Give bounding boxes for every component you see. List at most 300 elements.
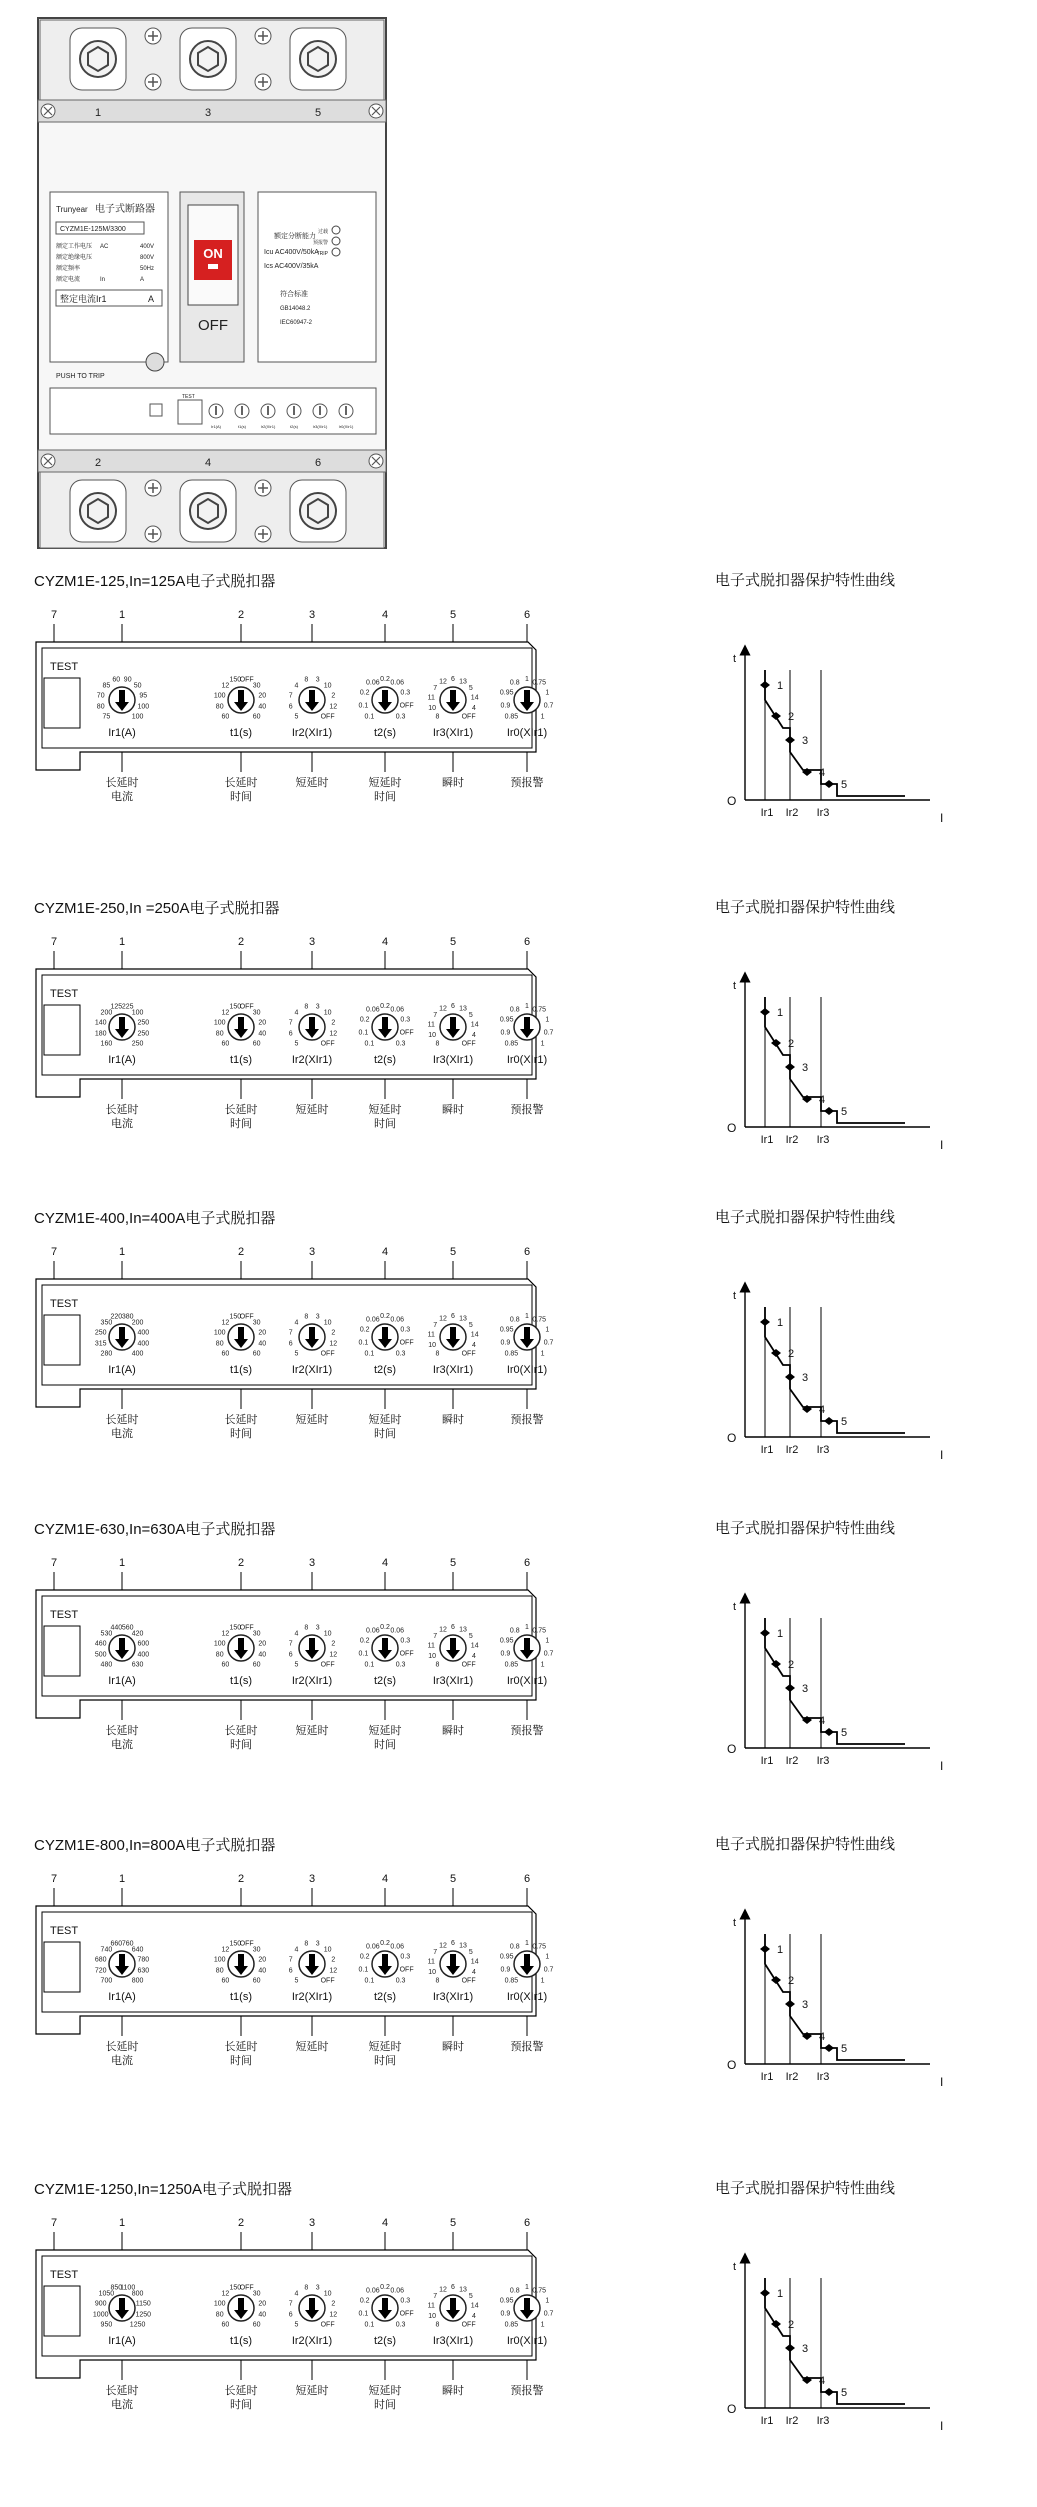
curve-point-marker — [785, 2000, 795, 2008]
dial-scale-label: 4 — [471, 1652, 476, 1660]
callout-line-2: 时间 — [374, 2399, 396, 2411]
test-button[interactable] — [44, 1942, 80, 1992]
indicator-label: 预报警 — [312, 240, 328, 246]
dial-scale-label: 11 — [427, 2302, 435, 2310]
strip-dial-label: Ir2(XIr1) — [260, 424, 276, 429]
spec-label: 额定绝缘电压 — [56, 255, 93, 261]
dial-scale-label: 1 — [540, 1977, 545, 1985]
dial-scale-label: 0.06 — [365, 1006, 380, 1014]
dial-scale-label: OFF — [239, 1940, 254, 1948]
dial-scale-label: 13 — [459, 2286, 467, 2294]
curve-x-tick: Ir3 — [816, 1134, 830, 1146]
dial-scale-label: OFF — [320, 713, 335, 721]
section-title: CYZM1E-1250,In=1250A电子式脱扣器 — [34, 2181, 293, 2198]
dial-scale-label: OFF — [461, 1040, 476, 1048]
curve-y-label: t — [733, 1601, 737, 1613]
dial-scale-label: 60 — [252, 1040, 261, 1048]
dial-scale-label: 0.7 — [543, 1966, 554, 1974]
breaker-illustration — [38, 18, 386, 548]
curve-point-marker — [785, 2344, 795, 2352]
curve-x-tick: Ir2 — [785, 807, 799, 819]
curve-x-label: I — [940, 1448, 944, 1462]
knob-number: 1 — [118, 936, 126, 948]
dial-scale-label: 4 — [294, 2290, 299, 2298]
curve-point-marker — [760, 681, 770, 689]
curve-x-tick: Ir3 — [816, 2415, 830, 2427]
dial-scale-label: OFF — [239, 1624, 254, 1632]
dial-scale-label: 60 — [252, 2321, 261, 2329]
dial-scale-label: 160 — [100, 1040, 113, 1048]
dial-scale-label: 40 — [258, 1030, 267, 1038]
dial-scale-label: 13 — [459, 1942, 467, 1950]
section-title: CYZM1E-250,In =250A电子式脱扣器 — [34, 900, 280, 917]
dial-scale-label: 630 — [137, 1967, 150, 1975]
curve-point-marker — [785, 1063, 795, 1071]
callout-line-1: 长延时 — [105, 2041, 139, 2053]
curve-x-tick: Ir1 — [760, 1134, 774, 1146]
knob-number: 1 — [118, 1557, 126, 1569]
curve-x-tick: Ir1 — [760, 1444, 774, 1456]
dial-scale-label: 780 — [137, 1956, 150, 1964]
section-title: CYZM1E-800,In=800A电子式脱扣器 — [34, 1837, 276, 1854]
curve-x-tick: Ir2 — [785, 2071, 799, 2083]
dial-label: t1(s) — [230, 1364, 252, 1376]
knob-number: 4 — [381, 1873, 389, 1885]
dial-scale-label: 0.3 — [395, 2321, 406, 2329]
dial-scale-label: 4 — [294, 1319, 299, 1327]
dial-scale-label: OFF — [461, 1350, 476, 1358]
dial-scale-label: 30 — [252, 1946, 261, 1954]
dial-scale-label: 440 — [110, 1624, 123, 1632]
callout-line-1: 预报警 — [510, 1104, 544, 1116]
dial-scale-label: 10 — [323, 2290, 332, 2298]
curve-point-marker — [760, 1008, 770, 1016]
dial-scale-label: 500 — [94, 1651, 107, 1659]
dial-scale-label: 6 — [288, 1651, 293, 1659]
dial-scale-label: 0.3 — [395, 1040, 406, 1048]
knob-number: 7 — [50, 2217, 58, 2229]
dial-scale-label: 125 — [110, 1003, 123, 1011]
dial-scale-label: 1 — [545, 1016, 550, 1024]
dial-scale-label: 560 — [121, 1624, 134, 1632]
dial-scale-label: 6 — [451, 676, 455, 683]
dial-scale-label: 0.06 — [390, 1316, 405, 1324]
dial-scale-label: 12 — [329, 1340, 338, 1348]
dial-scale-label: 60 — [221, 1661, 230, 1669]
knob-number: 3 — [308, 1246, 316, 1258]
curve-point-label: 2 — [788, 2319, 795, 2331]
characteristic-curve — [765, 2278, 905, 2404]
dial-scale-label: 12 — [221, 1319, 230, 1327]
dial-scale-label: 50 — [133, 682, 142, 690]
callout-line-1: 长延时 — [224, 2041, 258, 2053]
dial-scale-label: 1 — [540, 1040, 545, 1048]
dial-scale-label: 100 — [213, 1956, 226, 1964]
curve-x-tick: Ir2 — [785, 2415, 799, 2427]
dial-scale-label: OFF — [239, 1003, 254, 1011]
dial-scale-label: 4 — [294, 1946, 299, 1954]
characteristic-curve — [765, 997, 905, 1123]
dial-scale-label: 0.2 — [359, 1016, 370, 1024]
curve-x-tick: Ir1 — [760, 2415, 774, 2427]
dial-scale-label: 40 — [258, 703, 267, 711]
dial-label: t2(s) — [374, 1991, 396, 2003]
curve-y-label: t — [733, 2261, 737, 2273]
dial-scale-label: 0.75 — [532, 1627, 547, 1635]
curve-point-marker — [785, 1373, 795, 1381]
dial-scale-label: OFF — [399, 2310, 414, 2318]
dial-scale-label: 60 — [221, 1040, 230, 1048]
dial-scale-label: 220 — [110, 1313, 123, 1321]
dial-scale-label: 150 — [229, 1940, 242, 1948]
curve-origin: O — [727, 2058, 737, 2072]
knob-number: 3 — [308, 1557, 316, 1569]
dial-scale-label: 630 — [131, 1661, 144, 1669]
dial-scale-label: 0.75 — [532, 1006, 547, 1014]
curve-point-label: 1 — [777, 1007, 784, 1019]
test-label: TEST — [50, 2269, 79, 2281]
dial-scale-label: 8 — [435, 1661, 440, 1669]
dial-scale-label: 0.1 — [358, 1966, 369, 1974]
dial-scale-label: 7 — [433, 1012, 438, 1020]
knob-number: 6 — [523, 609, 531, 621]
dial-scale-label: 6 — [451, 1003, 455, 1010]
callout-line-2: 时间 — [374, 1118, 396, 1130]
dial-scale-label: 10 — [323, 682, 332, 690]
dial-scale-label: 100 — [131, 1009, 144, 1017]
dial-label: Ir3(XIr1) — [432, 727, 474, 739]
indicator-label: TRIP — [316, 251, 328, 257]
knob-number: 3 — [308, 936, 316, 948]
dial-scale-label: 5 — [468, 1012, 473, 1020]
dial-scale-label: 1 — [525, 1003, 529, 1010]
dial-label: Ir2(XIr1) — [291, 1054, 333, 1066]
callout-line-1: 短延时 — [295, 1104, 329, 1116]
dial-scale-label: 200 — [100, 1009, 113, 1017]
curve-point-label: 2 — [788, 1038, 795, 1050]
dial-scale-label: 10 — [323, 1319, 332, 1327]
dial-scale-label: 0.95 — [499, 1953, 514, 1961]
dial-scale-label: 8 — [304, 1940, 309, 1948]
dial-scale-label: OFF — [320, 1350, 335, 1358]
dial-scale-label: 0.3 — [400, 1326, 411, 1334]
dial-scale-label: 80 — [215, 1967, 224, 1975]
dial-scale-label: 6 — [288, 1340, 293, 1348]
dial-scale-label: 6 — [451, 2284, 455, 2291]
dial-scale-label: OFF — [461, 1977, 476, 1985]
callout-line-1: 瞬时 — [442, 1725, 464, 1737]
dial-scale-label: 0.3 — [400, 689, 411, 697]
dial-scale-label: 11 — [427, 1021, 435, 1029]
dial-scale-label: 5 — [468, 1633, 473, 1641]
dial-scale-label: 100 — [137, 703, 150, 711]
strip-dial-label: Ir3(XIr1) — [312, 424, 328, 429]
dial-scale-label: 4 — [471, 1968, 476, 1976]
dial-scale-label: 60 — [252, 1350, 261, 1358]
dial-scale-label: 1 — [540, 2321, 545, 2329]
dial-label: Ir3(XIr1) — [432, 1054, 474, 1066]
dial-scale-label: 100 — [213, 1329, 226, 1337]
dial-scale-label: 0.9 — [500, 2310, 511, 2318]
dial-scale-label: 60 — [252, 1977, 261, 1985]
dial-scale-label: 150 — [229, 2284, 242, 2292]
knob-number: 5 — [449, 609, 457, 621]
spec-mid: AC — [100, 244, 109, 250]
dial-scale-label: OFF — [399, 1029, 414, 1037]
callout-line-2: 电流 — [111, 1118, 133, 1130]
callout-line-1: 短延时 — [295, 1414, 329, 1426]
dial-scale-label: 12 — [221, 2290, 230, 2298]
curve-origin: O — [727, 2402, 737, 2416]
knob-number: 1 — [118, 1873, 126, 1885]
dial-scale-label: 4 — [294, 682, 299, 690]
callout-line-1: 长延时 — [105, 1104, 139, 1116]
knob-number: 6 — [523, 1873, 531, 1885]
dial-scale-label: 640 — [131, 1946, 144, 1954]
dial-scale-label: 180 — [94, 1030, 107, 1038]
knob-number: 7 — [50, 1557, 58, 1569]
dial-scale-label: 0.3 — [400, 2297, 411, 2305]
dial-scale-label: 800 — [131, 1977, 144, 1985]
dial-scale-label: 0.3 — [395, 713, 406, 721]
dial-scale-label: 8 — [304, 1624, 309, 1632]
curve-point-label: 5 — [841, 2043, 848, 2055]
strip-dial-label: t1(s) — [238, 424, 246, 429]
dial-label: Ir3(XIr1) — [432, 1991, 474, 2003]
dial-scale-label: 20 — [258, 2300, 267, 2308]
dial-scale-label: 14 — [470, 2302, 479, 2310]
dial-label: Ir0(XIr1) — [506, 1364, 548, 1376]
strip-dial-label: Ir1(A) — [211, 424, 221, 429]
test-label: TEST — [50, 661, 79, 673]
curve-point-label: 5 — [841, 1106, 848, 1118]
dial-scale-label: OFF — [320, 1661, 335, 1669]
knob-number: 1 — [118, 609, 126, 621]
curve-origin: O — [727, 1431, 737, 1445]
dial-label: Ir0(XIr1) — [506, 1675, 548, 1687]
dial-scale-label: 250 — [137, 1019, 150, 1027]
dial-scale-label: 13 — [459, 1005, 467, 1013]
test-button[interactable] — [44, 1315, 80, 1365]
dial-scale-label: 0.3 — [400, 1016, 411, 1024]
product-name: 电子式断路器 — [95, 204, 155, 215]
dial-scale-label: 140 — [94, 1019, 107, 1027]
curve-title: 电子式脱扣器保护特性曲线 — [714, 1209, 896, 1226]
dial-scale-label: 0.2 — [380, 2284, 390, 2291]
curve-point-label: 2 — [788, 1348, 795, 1360]
dial-scale-label: 1050 — [98, 2290, 115, 2298]
curve-point-label: 3 — [802, 1999, 809, 2011]
dial-scale-label: 30 — [252, 1319, 261, 1327]
dial-scale-label: 60 — [252, 1661, 261, 1669]
dial-scale-label: 0.1 — [364, 1040, 375, 1048]
knob-number: 7 — [50, 609, 58, 621]
curve-point-label: 3 — [802, 1683, 809, 1695]
dial-scale-label: 10 — [428, 704, 436, 712]
dial-scale-label: 3 — [315, 1940, 320, 1948]
dial-scale-label: 0.06 — [365, 2287, 380, 2295]
dial-label: t1(s) — [230, 1991, 252, 2003]
dial-label: Ir1(A) — [108, 1054, 136, 1066]
test-label: TEST — [50, 1925, 79, 1937]
callout-line-1: 长延时 — [224, 2385, 258, 2397]
curve-point-label: 5 — [841, 779, 848, 791]
curve-y-label: t — [733, 653, 737, 665]
curve-title: 电子式脱扣器保护特性曲线 — [714, 572, 896, 589]
dial-scale-label: 20 — [258, 692, 267, 700]
dial-scale-label: 60 — [221, 2321, 230, 2329]
dial-scale-label: 0.8 — [509, 1627, 520, 1635]
dial-scale-label: 0.06 — [390, 679, 405, 687]
callout-line-2: 时间 — [230, 791, 252, 803]
dial-scale-label: 8 — [435, 2321, 440, 2329]
dial-scale-label: 30 — [252, 1630, 261, 1638]
dial-scale-label: 60 — [221, 713, 230, 721]
dial-scale-label: 8 — [304, 1003, 309, 1011]
curve-point-label: 1 — [777, 1628, 784, 1640]
knob-number: 3 — [308, 609, 316, 621]
dial-scale-label: 0.7 — [543, 1339, 554, 1347]
dial-scale-label: 13 — [459, 1315, 467, 1323]
curve-title: 电子式脱扣器保护特性曲线 — [714, 1836, 896, 1853]
knob-number: 4 — [381, 2217, 389, 2229]
dial-scale-label: 0.85 — [504, 1661, 519, 1669]
dial-scale-label: 0.06 — [390, 1943, 405, 1951]
dial-scale-label: 14 — [470, 1958, 479, 1966]
curve-x-label: I — [940, 1138, 944, 1152]
trip-unit-section — [34, 571, 943, 825]
dial-scale-label: 0.85 — [504, 1040, 519, 1048]
dial-scale-label: 8 — [435, 1040, 440, 1048]
dial-scale-label: 30 — [252, 2290, 261, 2298]
dial-scale-label: 0.06 — [390, 2287, 405, 2295]
dial-scale-label: 2 — [331, 692, 336, 700]
curve-point-label: 3 — [802, 735, 809, 747]
dial-scale-label: 12 — [221, 1009, 230, 1017]
dial-scale-label: 12 — [439, 1315, 447, 1323]
dial-label: Ir2(XIr1) — [291, 727, 333, 739]
dial-scale-label: 20 — [258, 1640, 267, 1648]
dial-label: Ir1(A) — [108, 727, 136, 739]
curve-x-label: I — [940, 2075, 944, 2089]
trip-unit-section — [34, 1519, 943, 1773]
dial-scale-label: 12 — [439, 2286, 447, 2294]
dial-scale-label: 480 — [100, 1661, 113, 1669]
test-button[interactable] — [44, 2286, 80, 2336]
dial-label: Ir0(XIr1) — [506, 2335, 548, 2347]
curve-point-label: 5 — [841, 2387, 848, 2399]
dial-scale-label: 5 — [294, 1040, 299, 1048]
curve-point-label: 1 — [777, 680, 784, 692]
test-button[interactable] — [44, 1005, 80, 1055]
dial-scale-label: 0.2 — [359, 1953, 370, 1961]
dial-scale-label: 0.75 — [532, 1943, 547, 1951]
dial-scale-label: 700 — [100, 1977, 113, 1985]
dial-scale-label: 5 — [468, 1949, 473, 1957]
dial-label: Ir3(XIr1) — [432, 1675, 474, 1687]
dial-scale-label: OFF — [239, 1313, 254, 1321]
dial-label: t1(s) — [230, 1675, 252, 1687]
dial-scale-label: OFF — [399, 702, 414, 710]
dial-scale-label: 14 — [470, 1331, 479, 1339]
curve-y-label: t — [733, 1917, 737, 1929]
dial-scale-label: 40 — [258, 1651, 267, 1659]
curve-point-marker — [824, 1417, 834, 1425]
callout-line-2: 时间 — [230, 1739, 252, 1751]
dial-scale-label: OFF — [399, 1966, 414, 1974]
dial-scale-label: 0.06 — [390, 1627, 405, 1635]
model-text: CYZM1E-125M/3300 — [60, 226, 126, 233]
dial-scale-label: 0.85 — [504, 1977, 519, 1985]
dial-scale-label: 12 — [221, 1946, 230, 1954]
callout-line-1: 短延时 — [368, 1414, 402, 1426]
dial-scale-label: 6 — [451, 1624, 455, 1631]
dial-scale-label: 60 — [221, 1977, 230, 1985]
test-button[interactable] — [44, 1626, 80, 1676]
dial-scale-label: 12 — [329, 1030, 338, 1038]
curve-point-label: 2 — [788, 1659, 795, 1671]
strip-dial-label: Ir0(XIr1) — [338, 424, 354, 429]
dial-scale-label: 0.06 — [365, 1316, 380, 1324]
indicator-lamp-icon — [332, 226, 340, 234]
dial-label: Ir3(XIr1) — [432, 1364, 474, 1376]
dial-scale-label: 7 — [288, 1956, 293, 1964]
dial-scale-label: 2 — [331, 1956, 336, 1964]
curve-origin: O — [727, 794, 737, 808]
dial-scale-label: 850 — [110, 2284, 123, 2292]
dial-scale-label: 530 — [100, 1630, 113, 1638]
dial-scale-label: 3 — [315, 1624, 320, 1632]
callout-line-2: 时间 — [374, 791, 396, 803]
dial-scale-label: 7 — [288, 1019, 293, 1027]
dial-scale-label: 0.85 — [504, 1350, 519, 1358]
dial-scale-label: 0.9 — [500, 1650, 511, 1658]
section-title: CYZM1E-630,In=630A电子式脱扣器 — [34, 1521, 276, 1538]
dial-scale-label: 0.3 — [395, 1350, 406, 1358]
dial-label: Ir2(XIr1) — [291, 1675, 333, 1687]
dial-scale-label: 0.75 — [532, 679, 547, 687]
dial-scale-label: 225 — [121, 1003, 134, 1011]
dial-scale-label: 0.1 — [358, 702, 369, 710]
curve-point-label: 1 — [777, 1944, 784, 1956]
dial-label: Ir2(XIr1) — [291, 2335, 333, 2347]
dial-scale-label: 0.06 — [365, 679, 380, 687]
top-terminal-rail — [38, 100, 386, 122]
curve-x-label: I — [940, 2419, 944, 2433]
dial-scale-label: 0.2 — [380, 1313, 390, 1320]
dial-scale-label: 0.3 — [400, 1637, 411, 1645]
push-to-trip-button[interactable] — [146, 353, 164, 371]
dial-label: Ir2(XIr1) — [291, 1991, 333, 2003]
strip-test-button[interactable] — [178, 400, 202, 424]
callout-line-1: 短延时 — [368, 1104, 402, 1116]
callout-line-1: 瞬时 — [442, 2041, 464, 2053]
curve-point-marker — [760, 1629, 770, 1637]
dial-scale-label: 150 — [229, 1313, 242, 1321]
dial-scale-label: OFF — [320, 1977, 335, 1985]
callout-line-2: 电流 — [111, 2055, 133, 2067]
test-button[interactable] — [44, 678, 80, 728]
callout-line-2: 电流 — [111, 2399, 133, 2411]
dial-scale-label: 12 — [329, 703, 338, 711]
dial-scale-label: 4 — [294, 1009, 299, 1017]
curve-x-tick: Ir2 — [785, 1444, 799, 1456]
callout-line-1: 瞬时 — [442, 2385, 464, 2397]
curve-point-label: 3 — [802, 1372, 809, 1384]
dial-label: t1(s) — [230, 727, 252, 739]
strip-test-label: TEST — [182, 394, 195, 400]
capacity-line-1: Icu AC400V/50kA — [264, 249, 319, 256]
